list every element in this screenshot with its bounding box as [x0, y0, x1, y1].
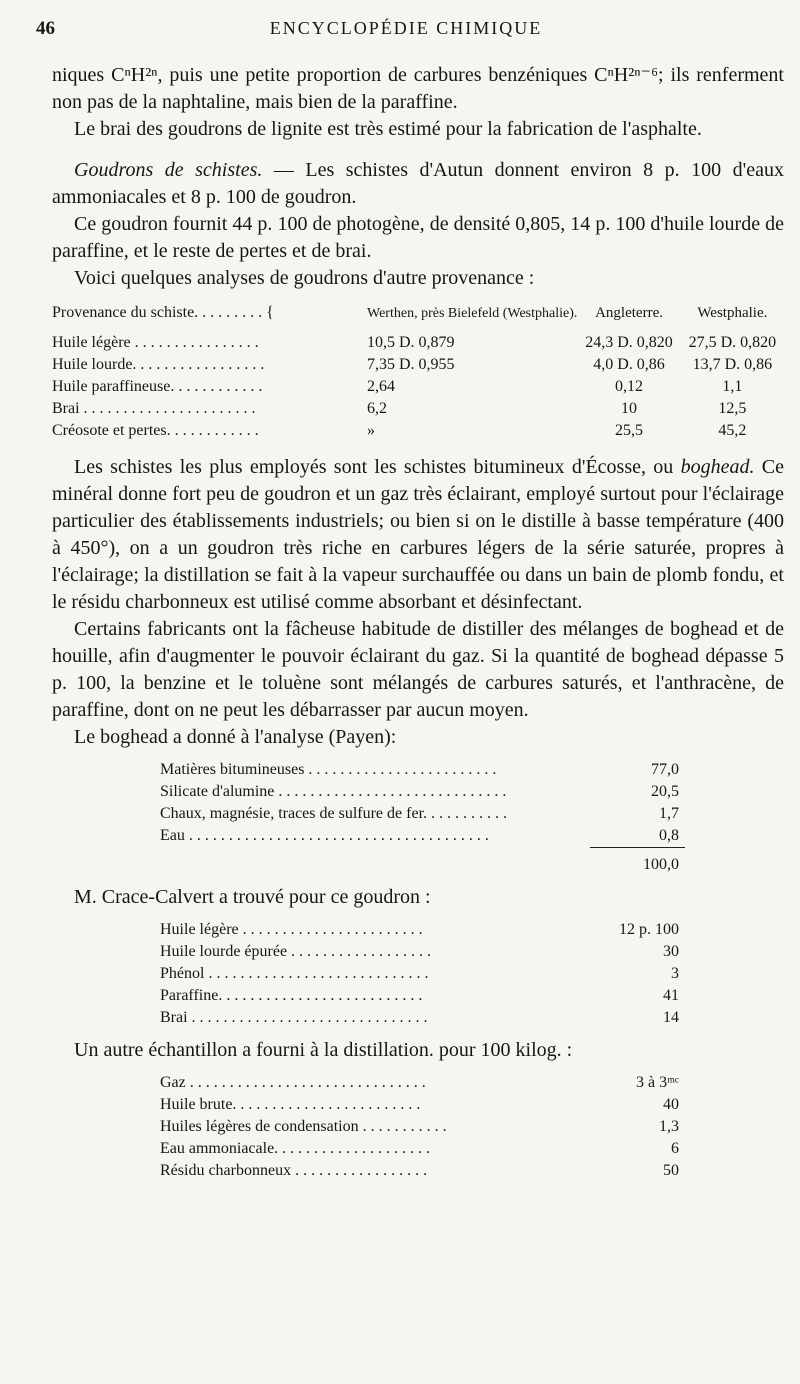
- row-value: 12 p. 100: [619, 921, 679, 938]
- row-value: 30: [663, 943, 679, 960]
- paragraph: M. Crace-Calvert a trouvé pour ce goudron :: [74, 886, 431, 908]
- table-row: [160, 781, 685, 803]
- row-label: Huile légère . . . . . . . . . . . . . . . . . . . . . . .: [160, 921, 423, 938]
- column-header-westphalie: Westphalie.: [697, 305, 768, 321]
- page-header: [36, 18, 776, 48]
- paragraph: [52, 454, 784, 616]
- cell: 24,3 D. 0,820: [585, 334, 673, 351]
- distillation-table: [160, 1072, 685, 1182]
- table-row: [52, 420, 784, 442]
- row-value: 20,5: [651, 783, 679, 800]
- row-label: Huile légère . . . . . . . . . . . . . . . .: [52, 334, 259, 351]
- row-label: Eau ammoniacale. . . . . . . . . . . . . . . . . . . .: [160, 1140, 431, 1157]
- table-row: [52, 332, 784, 354]
- cell: 10,5 D. 0,879: [367, 334, 455, 351]
- row-label: Chaux, magnésie, traces de sulfure de fer. . . . . . . . . . .: [160, 805, 508, 822]
- calvert-table: [160, 919, 685, 1029]
- row-value: 77,0: [651, 761, 679, 778]
- table-row: [160, 1116, 685, 1138]
- table-row: [160, 941, 685, 963]
- row-value: 41: [663, 987, 679, 1004]
- running-title: ENCYCLOPÉDIE CHIMIQUE: [269, 18, 543, 38]
- row-label: Matières bitumineuses . . . . . . . . . . . . . . . . . . . . . . . .: [160, 761, 497, 778]
- cell: 6,2: [367, 400, 387, 417]
- term-boghead: boghead.: [680, 456, 755, 478]
- table-header-row: [52, 302, 784, 332]
- table-row: [160, 759, 685, 781]
- row-label: Huiles légères de condensation . . . . . . . . . . .: [160, 1118, 447, 1135]
- cell: 13,7 D. 0,86: [692, 356, 773, 373]
- row-label: Silicate d'alumine . . . . . . . . . . . . . . . . . . . . . . . . . . . . .: [160, 783, 507, 800]
- cell: 10: [621, 400, 638, 417]
- table-row: [160, 919, 685, 941]
- row-label: Résidu charbonneux . . . . . . . . . . . . . . . . .: [160, 1162, 428, 1179]
- row-label: Huile paraffineuse. . . . . . . . . . . .: [52, 378, 263, 395]
- table-row: [52, 354, 784, 376]
- paragraph: Le brai des goudrons de lignite est très estimé pour la fabrication de l'asphalte.: [74, 118, 702, 140]
- paragraph: niques CⁿH²ⁿ, puis une petite proportion de carbures benzéniques CⁿH²ⁿ⁻⁶; ils renferment non pas de la naphtaline, mais bien de la paraffine.: [52, 64, 784, 113]
- row-label: Eau . . . . . . . . . . . . . . . . . . . . . . . . . . . . . . . . . . . . . .: [160, 827, 489, 845]
- paragraph: Ce goudron fournit 44 p. 100 de photogène, de densité 0,805, 14 p. 100 d'huile lourde de paraffine, et le reste de pertes et de brai.: [52, 213, 784, 262]
- row-value: 3: [671, 965, 679, 982]
- row-label: Huile lourde épurée . . . . . . . . . . . . . . . . . .: [160, 943, 432, 960]
- row-label: Brai . . . . . . . . . . . . . . . . . . . . . . . . . . . . . .: [160, 1009, 428, 1026]
- column-header-werthen: Werthen, près Bielefeld (Westphalie).: [367, 305, 578, 321]
- row-label: Huile lourde. . . . . . . . . . . . . . . . .: [52, 356, 265, 373]
- paragraph-text: — Les schistes d'Autun donnent environ 8 p. 100 d'eaux ammoniacales et 8 p. 100 de goudron.: [52, 159, 784, 208]
- row-value: 14: [663, 1009, 679, 1026]
- paragraph-text: Ce minéral donne fort peu de goudron et un gaz très éclairant, employé surtout pour l'éclairage particulier des établissements industriels; ou bien si on le distille à basse température (400 à 450°), on a un goudron très riche en carbures légers de la série saturée, propres à l'éclairage; la distillation se fait à la vapeur surchauffée ou dans un bain de plomb fondu, et le résidu charbonneux est utilisé comme absorbant et désinfectant.: [52, 456, 784, 613]
- table-row: [160, 963, 685, 985]
- cell: 25,5: [615, 422, 644, 439]
- row-value: 50: [663, 1162, 679, 1179]
- page-number: 46: [36, 18, 55, 39]
- section-title: Goudrons de schistes.: [74, 159, 263, 181]
- column-header-angleterre: Angleterre.: [595, 305, 663, 321]
- cell: 12,5: [718, 400, 747, 417]
- cell: 7,35 D. 0,955: [367, 356, 455, 373]
- cell: 4,0 D. 0,86: [593, 356, 665, 373]
- cell: 1,1: [722, 378, 743, 395]
- table-row: [160, 803, 685, 825]
- total-spacer: [160, 848, 590, 877]
- row-label: Gaz . . . . . . . . . . . . . . . . . . . . . . . . . . . . . .: [160, 1074, 426, 1091]
- table-row: [160, 1007, 685, 1029]
- page-body: [52, 62, 784, 1190]
- paragraph: [52, 157, 784, 211]
- row-value: 1,3: [659, 1118, 679, 1135]
- table-row: [160, 1094, 685, 1116]
- row-label: Phénol . . . . . . . . . . . . . . . . . . . . . . . . . . . .: [160, 965, 429, 982]
- row-label: Créosote et pertes. . . . . . . . . . . .: [52, 422, 259, 439]
- cell: 45,2: [718, 422, 747, 439]
- table-row: [160, 1072, 685, 1094]
- row-value: 0,8: [659, 827, 679, 844]
- payen-analysis-table: [160, 759, 685, 876]
- row-label: Paraffine. . . . . . . . . . . . . . . . . . . . . . . . . .: [160, 987, 423, 1004]
- row-value: 1,7: [659, 805, 679, 822]
- row-label: Huile brute. . . . . . . . . . . . . . . . . . . . . . . .: [160, 1096, 421, 1113]
- paragraph: Le boghead a donné à l'analyse (Payen):: [74, 726, 397, 748]
- table-row: [160, 825, 685, 848]
- cell: 2,64: [367, 378, 395, 395]
- cell: »: [367, 422, 375, 439]
- paragraph: Un autre échantillon a fourni à la distillation. pour 100 kilog. :: [74, 1039, 573, 1061]
- row-label: Brai . . . . . . . . . . . . . . . . . . . . . .: [52, 400, 256, 417]
- row-value: 3 à 3ᵐᶜ: [635, 1074, 679, 1091]
- table-row: [52, 398, 784, 420]
- tar-analysis-table: [52, 302, 784, 442]
- row-value: 6: [671, 1140, 679, 1157]
- table-row: [160, 1160, 685, 1182]
- total-row: [160, 848, 685, 877]
- paragraph: Certains fabricants ont la fâcheuse habitude de distiller des mélanges de boghead et de houille, afin d'augmenter le pouvoir éclairant du gaz. Si la quantité de boghead dépasse 5 p. 100, la benzine et le toluène sont mélangés de carbures saturés, et l'anthracène, de paraffine, dont on ne peut les débarrasser par aucun moyen.: [52, 618, 784, 721]
- table-row: [160, 1138, 685, 1160]
- paragraph: Voici quelques analyses de goudrons d'autre provenance :: [74, 267, 535, 289]
- table-row: [52, 376, 784, 398]
- header-label: Provenance du schiste. . . . . . . . . {: [52, 304, 274, 321]
- table-row: [160, 985, 685, 1007]
- cell: 0,12: [615, 378, 644, 395]
- row-value: 40: [663, 1096, 679, 1113]
- paragraph-text: Les schistes les plus employés sont les schistes bitumineux d'Écosse, ou: [74, 456, 681, 478]
- cell: 27,5 D. 0,820: [688, 334, 777, 351]
- total-value: 100,0: [590, 848, 685, 877]
